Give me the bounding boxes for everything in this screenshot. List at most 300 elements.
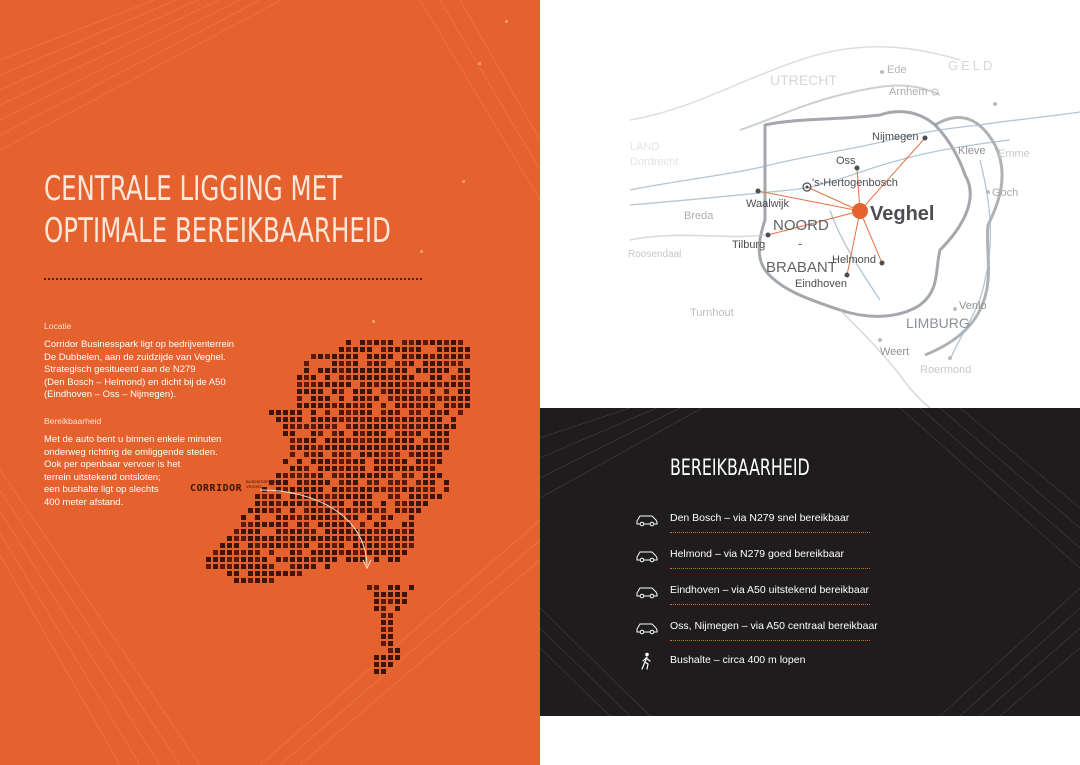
map-label-veghel: Veghel <box>870 203 935 225</box>
map-dot <box>325 459 330 464</box>
map-dot <box>416 382 421 387</box>
map-dot <box>353 347 358 352</box>
map-dot <box>339 389 344 394</box>
map-dot <box>297 424 302 429</box>
access-item-text: Den Bosch – via N279 snel bereikbaar <box>670 512 850 524</box>
map-dot <box>276 515 281 520</box>
map-dot <box>325 466 330 471</box>
map-dot <box>318 550 323 555</box>
map-dot <box>346 347 351 352</box>
map-dot <box>339 410 344 415</box>
map-dot <box>346 529 351 534</box>
map-dot <box>318 557 323 562</box>
map-label-tilburg: Tilburg <box>732 239 766 251</box>
map-label-roermond: Roermond <box>920 364 972 376</box>
map-dot <box>311 550 316 555</box>
map-dot <box>311 445 316 450</box>
map-dot <box>367 515 372 520</box>
map-dot <box>290 557 295 562</box>
map-dot <box>458 382 463 387</box>
map-dot <box>388 424 393 429</box>
map-dot <box>409 585 414 590</box>
map-dot <box>255 536 260 541</box>
map-dot <box>360 424 365 429</box>
map-dot <box>402 354 407 359</box>
map-dot <box>409 445 414 450</box>
accessibility-line: 400 meter afstand. <box>44 496 124 508</box>
map-dot <box>402 459 407 464</box>
map-dot <box>388 655 393 660</box>
map-dot <box>402 466 407 471</box>
map-dot <box>332 536 337 541</box>
map-dot <box>430 389 435 394</box>
map-dot <box>367 340 372 345</box>
map-dot <box>395 606 400 611</box>
map-dot <box>430 480 435 485</box>
map-dot <box>430 340 435 345</box>
map-dot <box>262 494 267 499</box>
map-dot <box>374 529 379 534</box>
map-dot <box>374 424 379 429</box>
map-dot <box>311 424 316 429</box>
map-dot <box>234 557 239 562</box>
map-dot <box>339 361 344 366</box>
map-dot <box>402 599 407 604</box>
map-dot <box>297 410 302 415</box>
map-dot <box>395 445 400 450</box>
map-dot <box>381 431 386 436</box>
map-dot <box>304 508 309 513</box>
map-dot <box>290 571 295 576</box>
map-dot <box>311 480 316 485</box>
region-map <box>540 0 1080 408</box>
map-dot <box>409 494 414 499</box>
map-dot <box>458 410 463 415</box>
map-dot <box>311 459 316 464</box>
map-dot <box>395 438 400 443</box>
map-dot <box>325 557 330 562</box>
map-dot <box>367 354 372 359</box>
map-dot <box>423 452 428 457</box>
car-icon <box>635 618 659 636</box>
map-dot <box>437 438 442 443</box>
map-dot <box>458 403 463 408</box>
map-dot <box>297 543 302 548</box>
map-dot <box>381 424 386 429</box>
map-dot <box>409 417 414 422</box>
map-dot <box>339 494 344 499</box>
map-dot <box>304 389 309 394</box>
map-dot <box>374 466 379 471</box>
map-dot <box>416 354 421 359</box>
map-dot <box>346 466 351 471</box>
map-dot <box>339 354 344 359</box>
map-dot <box>409 473 414 478</box>
map-dot <box>332 557 337 562</box>
map-dot <box>248 571 253 576</box>
map-dot <box>409 354 414 359</box>
map-dot <box>255 557 260 562</box>
map-dot <box>318 368 323 373</box>
map-dot <box>430 452 435 457</box>
map-dot <box>248 557 253 562</box>
map-dot <box>416 347 421 352</box>
map-dot <box>409 466 414 471</box>
corridor-logo-subtitle <box>246 479 286 489</box>
map-dot <box>325 403 330 408</box>
map-dot <box>353 445 358 450</box>
map-dot <box>353 361 358 366</box>
map-dot <box>360 431 365 436</box>
map-dot <box>290 424 295 429</box>
map-dot <box>248 529 253 534</box>
map-dot <box>339 501 344 506</box>
map-dot <box>304 445 309 450</box>
location-label: Locatie <box>44 321 72 331</box>
map-dot <box>402 508 407 513</box>
map-dot <box>325 396 330 401</box>
map-dot <box>269 494 274 499</box>
map-dot <box>430 438 435 443</box>
map-dot <box>241 536 246 541</box>
map-dot <box>444 445 449 450</box>
map-label-kleve: Kleve <box>958 145 986 157</box>
map-dot <box>402 501 407 506</box>
map-dot <box>437 382 442 387</box>
map-dot <box>360 529 365 534</box>
map-dot <box>206 564 211 569</box>
map-dot <box>388 354 393 359</box>
map-dot <box>304 473 309 478</box>
map-dot <box>367 389 372 394</box>
map-dot <box>318 494 323 499</box>
map-dot <box>290 431 295 436</box>
map-dot <box>423 368 428 373</box>
map-label-goch: Goch <box>992 187 1019 199</box>
map-dot <box>402 417 407 422</box>
map-dot <box>409 403 414 408</box>
map-dot <box>227 557 232 562</box>
map-dot <box>444 354 449 359</box>
map-dot <box>360 557 365 562</box>
map-dot <box>339 543 344 548</box>
map-dot <box>388 634 393 639</box>
map-dot <box>367 368 372 373</box>
map-dot <box>367 361 372 366</box>
map-dot <box>374 508 379 513</box>
map-dot <box>374 445 379 450</box>
map-dot <box>402 536 407 541</box>
map-dot <box>367 501 372 506</box>
map-dot <box>430 403 435 408</box>
map-dot <box>360 459 365 464</box>
map-dot <box>304 382 309 387</box>
map-dot <box>290 466 295 471</box>
map-dot <box>360 396 365 401</box>
map-dot <box>346 403 351 408</box>
map-dot <box>409 536 414 541</box>
map-dot <box>388 466 393 471</box>
map-dot <box>346 354 351 359</box>
map-dot <box>297 466 302 471</box>
map-dot <box>353 536 358 541</box>
map-dot <box>388 536 393 541</box>
map-dot <box>325 354 330 359</box>
map-dot <box>423 417 428 422</box>
map-label-roosendaal: Roosendaal <box>628 249 682 260</box>
map-dot <box>381 501 386 506</box>
location-line: De Dubbelen, aan de zuidzijde van Veghel. <box>44 351 226 363</box>
map-dot <box>325 445 330 450</box>
map-dot <box>402 340 407 345</box>
map-dot <box>360 501 365 506</box>
map-dot <box>374 452 379 457</box>
map-dot <box>248 536 253 541</box>
map-dot <box>395 599 400 604</box>
map-dot <box>409 382 414 387</box>
map-dot <box>290 543 295 548</box>
map-dot <box>325 368 330 373</box>
map-dot <box>241 529 246 534</box>
map-dot <box>241 557 246 562</box>
map-dot <box>283 431 288 436</box>
map-dot <box>332 550 337 555</box>
map-dot <box>409 438 414 443</box>
map-dot <box>353 354 358 359</box>
map-dot <box>304 529 309 534</box>
map-dot <box>388 480 393 485</box>
map-dot <box>423 382 428 387</box>
map-dot <box>283 529 288 534</box>
access-item <box>635 510 875 534</box>
car-icon <box>635 546 659 564</box>
map-dot <box>255 508 260 513</box>
map-dot <box>451 340 456 345</box>
map-dot <box>353 494 358 499</box>
map-dot <box>346 480 351 485</box>
map-dot <box>437 473 442 478</box>
map-dot <box>388 648 393 653</box>
map-dot <box>360 473 365 478</box>
map-dot <box>416 403 421 408</box>
map-dot <box>395 431 400 436</box>
map-dot <box>416 417 421 422</box>
map-dot <box>395 452 400 457</box>
map-dot <box>255 543 260 548</box>
map-dot <box>374 368 379 373</box>
map-dot <box>220 543 225 548</box>
map-dot <box>388 557 393 562</box>
map-dot <box>325 480 330 485</box>
map-dot <box>346 410 351 415</box>
map-dot <box>395 459 400 464</box>
map-dot <box>353 431 358 436</box>
map-dot <box>388 473 393 478</box>
map-dot <box>304 515 309 520</box>
map-dot <box>339 417 344 422</box>
map-dot <box>402 592 407 597</box>
map-dot <box>367 445 372 450</box>
map-dot <box>451 417 456 422</box>
map-dot <box>234 564 239 569</box>
map-dot <box>367 494 372 499</box>
map-dot <box>381 613 386 618</box>
map-dot <box>346 473 351 478</box>
map-dot <box>388 494 393 499</box>
map-dot <box>248 508 253 513</box>
map-dot <box>332 382 337 387</box>
map-dot <box>290 487 295 492</box>
map-dot <box>332 361 337 366</box>
map-dot <box>430 431 435 436</box>
map-dot <box>269 578 274 583</box>
map-dot <box>458 375 463 380</box>
map-dot <box>430 445 435 450</box>
map-dot <box>360 389 365 394</box>
map-dot <box>290 501 295 506</box>
map-dot <box>304 501 309 506</box>
map-dot <box>332 368 337 373</box>
map-dot <box>402 368 407 373</box>
map-label-oss: Oss <box>836 155 856 167</box>
map-dot <box>297 473 302 478</box>
map-dot <box>346 361 351 366</box>
map-dot <box>437 494 442 499</box>
map-dot <box>388 417 393 422</box>
map-dot <box>395 592 400 597</box>
map-dot <box>381 473 386 478</box>
map-dot <box>276 522 281 527</box>
map-dot <box>276 543 281 548</box>
map-dot <box>332 389 337 394</box>
map-dot <box>451 361 456 366</box>
map-dot <box>255 501 260 506</box>
map-dot <box>367 480 372 485</box>
region-map-graphic <box>540 0 1080 408</box>
map-dot <box>388 592 393 597</box>
map-dot <box>325 515 330 520</box>
map-label-helmond: Helmond <box>832 254 877 266</box>
map-dot <box>367 382 372 387</box>
map-dot <box>304 536 309 541</box>
map-dot <box>318 354 323 359</box>
map-dot <box>437 340 442 345</box>
map-dot <box>346 445 351 450</box>
map-dot <box>311 417 316 422</box>
map-dot <box>395 501 400 506</box>
map-dot <box>297 459 302 464</box>
map-dot <box>374 480 379 485</box>
map-dot <box>339 550 344 555</box>
map-dot <box>283 459 288 464</box>
map-dot <box>325 438 330 443</box>
map-dot <box>339 368 344 373</box>
map-dot <box>311 515 316 520</box>
map-dot <box>269 564 274 569</box>
map-dot <box>458 347 463 352</box>
access-item <box>635 618 878 642</box>
map-dot <box>395 536 400 541</box>
map-dot <box>276 571 281 576</box>
panel-title: BEREIKBAARHEID <box>670 456 810 481</box>
map-dot <box>304 424 309 429</box>
map-dot <box>381 522 386 527</box>
map-dot <box>353 375 358 380</box>
map-dot <box>360 403 365 408</box>
map-dot <box>395 487 400 492</box>
map-dot <box>465 347 470 352</box>
map-dot <box>402 389 407 394</box>
access-item-divider <box>670 604 870 605</box>
map-dot <box>444 403 449 408</box>
map-dot <box>339 536 344 541</box>
map-dot <box>402 347 407 352</box>
map-dot <box>346 487 351 492</box>
map-dot <box>297 487 302 492</box>
map-dot <box>416 445 421 450</box>
map-dot <box>276 501 281 506</box>
map-dot <box>304 564 309 569</box>
map-dot <box>318 508 323 513</box>
corridor-logo-sub-2: VEGHEL <box>246 484 263 489</box>
access-item-text: Eindhoven – via A50 uitstekend bereikbaar <box>670 584 870 596</box>
map-dot <box>311 564 316 569</box>
map-label-limburg: LIMBURG <box>906 315 970 331</box>
map-label-brabant: BRABANT <box>766 259 837 276</box>
map-dot <box>262 508 267 513</box>
map-dot <box>283 473 288 478</box>
map-dot <box>304 375 309 380</box>
map-dot <box>255 550 260 555</box>
map-dot <box>353 396 358 401</box>
map-dot <box>388 613 393 618</box>
map-dot <box>444 396 449 401</box>
map-dot <box>283 522 288 527</box>
map-dot <box>360 368 365 373</box>
access-item-divider <box>670 640 870 641</box>
map-dot <box>325 529 330 534</box>
map-dot <box>381 466 386 471</box>
map-dot <box>304 438 309 443</box>
map-dot <box>297 515 302 520</box>
map-dot <box>451 396 456 401</box>
map-dot <box>388 382 393 387</box>
map-dot <box>381 375 386 380</box>
map-dot <box>402 361 407 366</box>
map-dot <box>318 417 323 422</box>
map-dot <box>311 487 316 492</box>
map-dot <box>381 536 386 541</box>
map-dot <box>234 536 239 541</box>
map-dot <box>332 543 337 548</box>
map-dot <box>248 578 253 583</box>
map-dot <box>402 396 407 401</box>
map-dot <box>374 473 379 478</box>
map-dot <box>374 655 379 660</box>
map-dot <box>374 606 379 611</box>
map-dot <box>360 347 365 352</box>
map-dot <box>332 424 337 429</box>
map-dot <box>234 571 239 576</box>
map-dot <box>353 557 358 562</box>
map-dot <box>388 340 393 345</box>
car-icon <box>635 510 659 528</box>
map-dot <box>367 438 372 443</box>
map-dot <box>339 382 344 387</box>
map-dot <box>360 487 365 492</box>
map-dot <box>290 515 295 520</box>
map-dot <box>304 403 309 408</box>
